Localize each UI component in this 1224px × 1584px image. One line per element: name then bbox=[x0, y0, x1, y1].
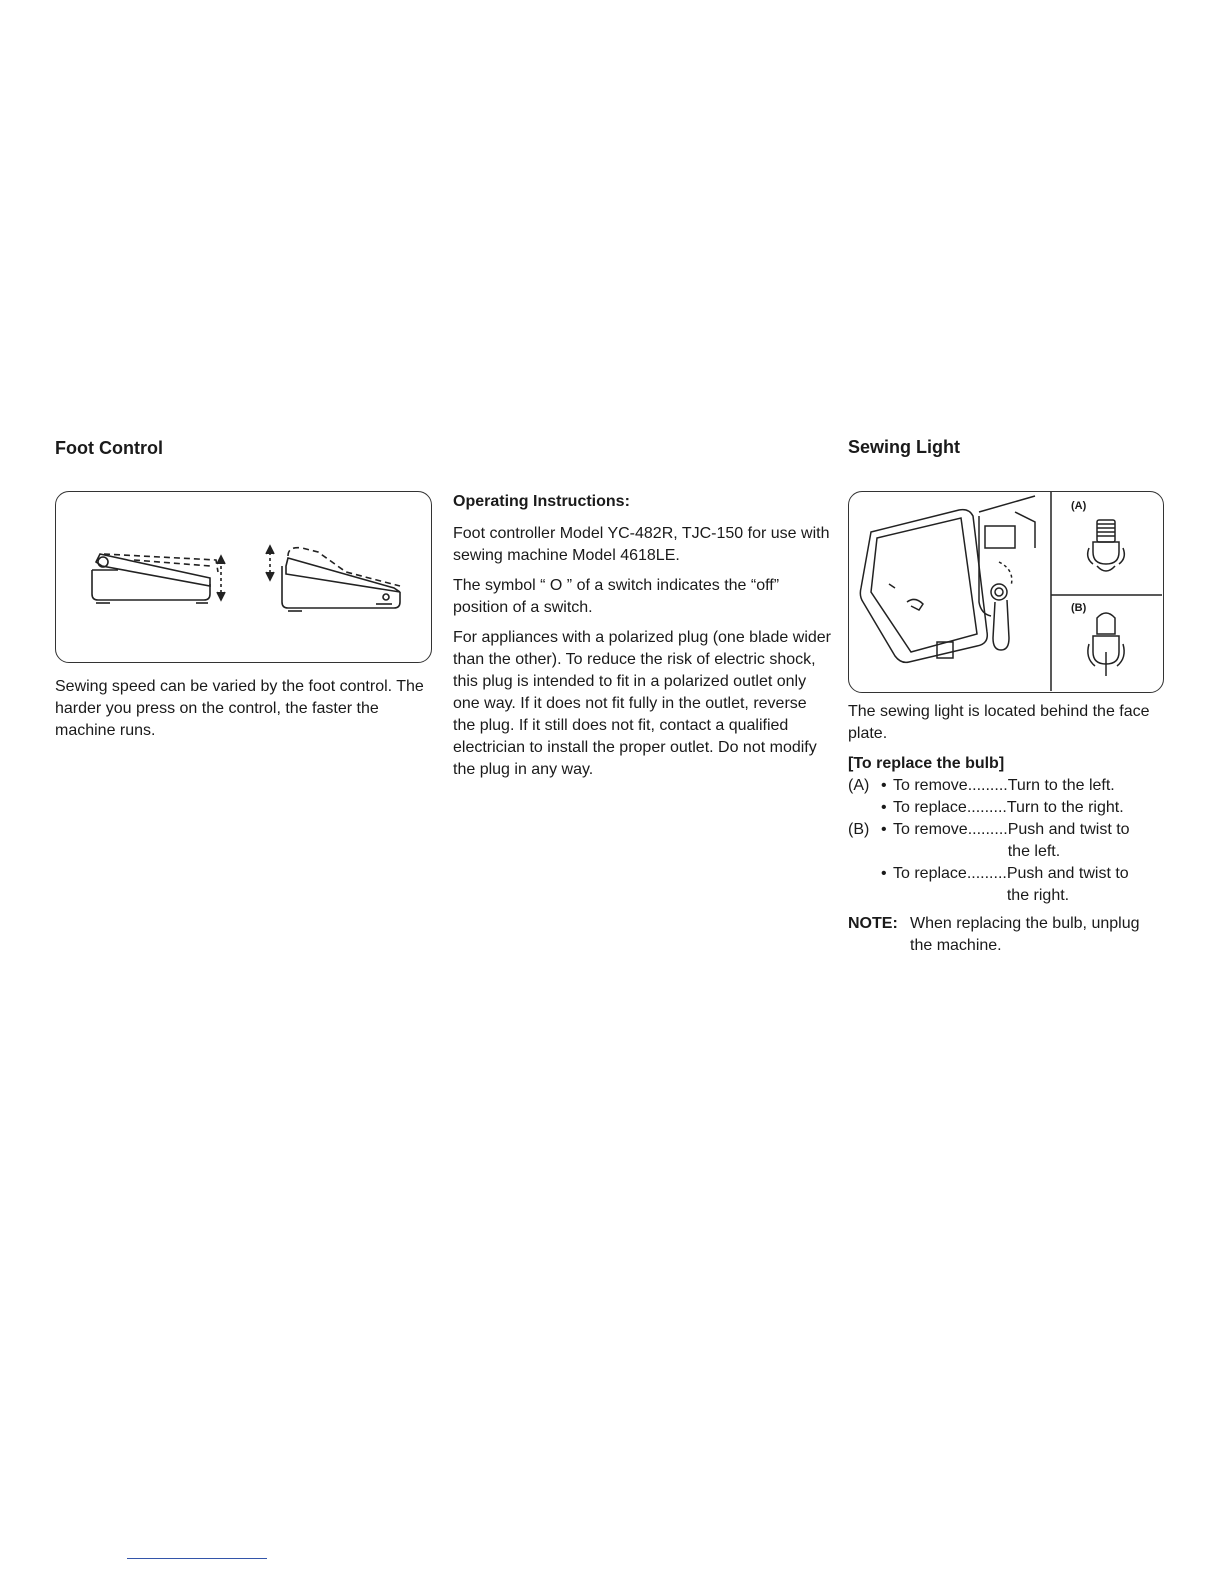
pedal-right-top bbox=[286, 558, 400, 592]
foot-control-heading: Foot Control bbox=[55, 438, 163, 458]
foot-pedal-illustration bbox=[56, 492, 430, 661]
sewing-light-heading: Sewing Light bbox=[848, 437, 960, 457]
note-text: When replacing the bulb, unplug the machine. bbox=[910, 915, 1140, 954]
note-label: NOTE: bbox=[848, 915, 898, 932]
operating-paragraph-2: The symbol “ O ” of a switch indicates the “off” position of a switch. bbox=[453, 577, 780, 616]
foot-control-description: Sewing speed can be varied by the foot control. The harder you press on the control, the faster the machine runs. bbox=[55, 678, 424, 739]
bulb-b-illustration bbox=[1088, 613, 1124, 676]
step-b-replace: • To replace ......... Push and twist to the right. bbox=[881, 865, 1129, 904]
operating-heading: Operating Instructions: bbox=[453, 493, 630, 510]
bulb-a-illustration bbox=[1088, 520, 1125, 571]
step-a-replace: • To replace ......... Turn to the right. bbox=[881, 799, 1124, 816]
sewing-light-description: The sewing light is located behind the face plate. bbox=[848, 703, 1150, 742]
note bbox=[848, 913, 1168, 957]
bulb bbox=[993, 600, 1009, 650]
operating-paragraph-1: Foot controller Model YC-482R, TJC-150 for use with sewing machine Model 4618LE. bbox=[453, 525, 830, 564]
step-a-remove: (A) • To remove ......... Turn to the left. bbox=[848, 777, 1115, 794]
bulb-a-label: (A) bbox=[1071, 500, 1087, 512]
operating-instructions bbox=[453, 491, 833, 789]
operating-paragraph-3: For appliances with a polarized plug (one blade wider than the other). To reduce the risk of electric shock, this plug is intended to fit in a polarized outlet only one way. If it does not fit fully in the outlet, reverse the plug. If it still does not fit, contact a qualified electrician to install the proper outlet. Do not modify the plug in any way. bbox=[453, 629, 831, 778]
replace-bulb-heading: [To replace the bulb] bbox=[848, 755, 1005, 772]
face-plate bbox=[860, 510, 987, 663]
step-b-remove: (B) • To remove ......... Push and twist to the left. bbox=[848, 821, 1130, 860]
divider-line bbox=[127, 1558, 267, 1559]
sewing-light-text bbox=[848, 701, 1168, 957]
sewing-light-figure bbox=[848, 491, 1164, 693]
foot-control-figure bbox=[55, 491, 432, 663]
bulb-b-label: (B) bbox=[1071, 602, 1087, 614]
face-plate-illustration bbox=[849, 492, 1162, 691]
